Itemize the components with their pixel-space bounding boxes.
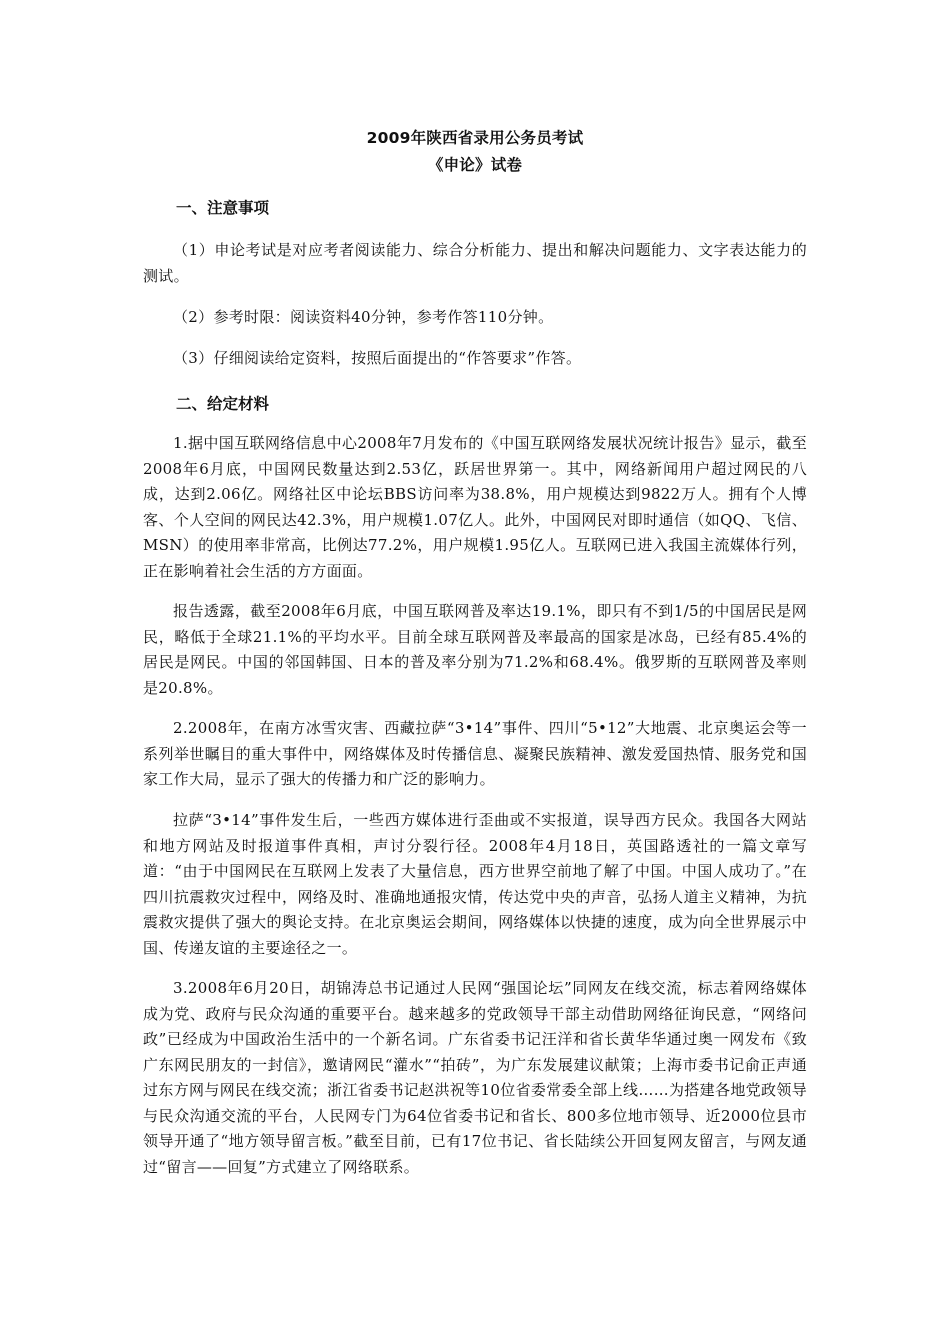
material-paragraph-5: 3.2008年6月20日，胡锦涛总书记通过人民网“强国论坛”同网友在线交流，标志着网络媒体成为党、政府与民众沟通的重要平台。越来越多的党政领导干部主动借助网络征询民意，“网络问政”已经成为中国政治生活中的一个新名词。广东省委书记汪洋和省长黄华华通过奥一网发布《致广东网民朋友的一封信》，邀请网民“灌水”“拍砖”，为广东发展建议献策；上海市委书记俞正声通过东方网与网民在线交流；浙江省委书记赵洪祝等10位省委常委全部上线……为搭建各地党政领导与民众沟通交流的平台，人民网专门为64位省委书记和省长、800多位地市领导、近2000位县市领导开通了“地方领导留言板。”截至目前，已有17位书记、省长陆续公开回复网友留言，与网友通过“留言——回复”方式建立了网络联系。: [143, 979, 807, 1176]
material-paragraph-4: 拉萨“3•14”事件发生后，一些西方媒体进行歪曲或不实报道，误导西方民众。我国各大网站和地方网站及时报道事件真相，声讨分裂行径。2008年4月18日，英国路透社的一篇文章写道：“由于中国网民在互联网上发表了大量信息，西方世界空前地了解了中国。中国人成功了。”在四川抗震救灾过程中，网络及时、准确地通报灾情，传达党中央的声音，弘扬人道主义精神，为抗震救灾提供了强大的舆论支持。在北京奥运会期间，网络媒体以快捷的速度，成为向全世界展示中国、传递友谊的主要途径之一。: [143, 811, 807, 957]
material-paragraph-1: 1.据中国互联网络信息中心2008年7月发布的《中国互联网络发展状况统计报告》显示，截至2008年6月底，中国网民数量达到2.53亿，跃居世界第一。其中，网络新闻用户超过网民的八成，达到2.06亿。网络社区中论坛BBS访问率为38.8%，用户规模达到9822万人。拥有个人博客、个人空间的网民达42.3%，用户规模1.07亿人。此外，中国网民对即时通信（如QQ、飞信、MSN）的使用率非常高，比例达77.2%，用户规模1.95亿人。互联网已进入我国主流媒体行列，正在影响着社会生活的方方面面。: [143, 434, 807, 580]
notes-item-2: （2）参考时限：阅读资料40分钟，参考作答110分钟。: [173, 308, 554, 326]
section-heading-notes: 一、注意事项: [176, 199, 270, 217]
material-paragraph-3: 2.2008年，在南方冰雪灾害、西藏拉萨“3•14”事件、四川“5•12”大地震、北京奥运会等一系列举世瞩目的重大事件中，网络媒体及时传播信息、凝聚民族精神、激发爱国热情、服务党和国家工作大局，显示了强大的传播力和广泛的影响力。: [143, 719, 807, 788]
section-heading-materials: 二、给定材料: [176, 395, 270, 413]
document-subtitle: 《申论》试卷: [427, 156, 523, 174]
document-title: 2009年陕西省录用公务员考试: [366, 129, 584, 147]
notes-item-3: （3）仔细阅读给定资料，按照后面提出的“作答要求”作答。: [173, 349, 582, 367]
material-paragraph-2: 报告透露，截至2008年6月底，中国互联网普及率达19.1%，即只有不到1/5的中国居民是网民，略低于全球21.1%的平均水平。目前全球互联网普及率最高的国家是冰岛，已经有85.4%的居民是网民。中国的邻国韩国、日本的普及率分别为71.2%和68.4%。俄罗斯的互联网普及率则是20.8%。: [143, 602, 807, 697]
notes-item-1: （1）申论考试是对应考者阅读能力、综合分析能力、提出和解决问题能力、文字表达能力的测试。: [143, 241, 807, 285]
